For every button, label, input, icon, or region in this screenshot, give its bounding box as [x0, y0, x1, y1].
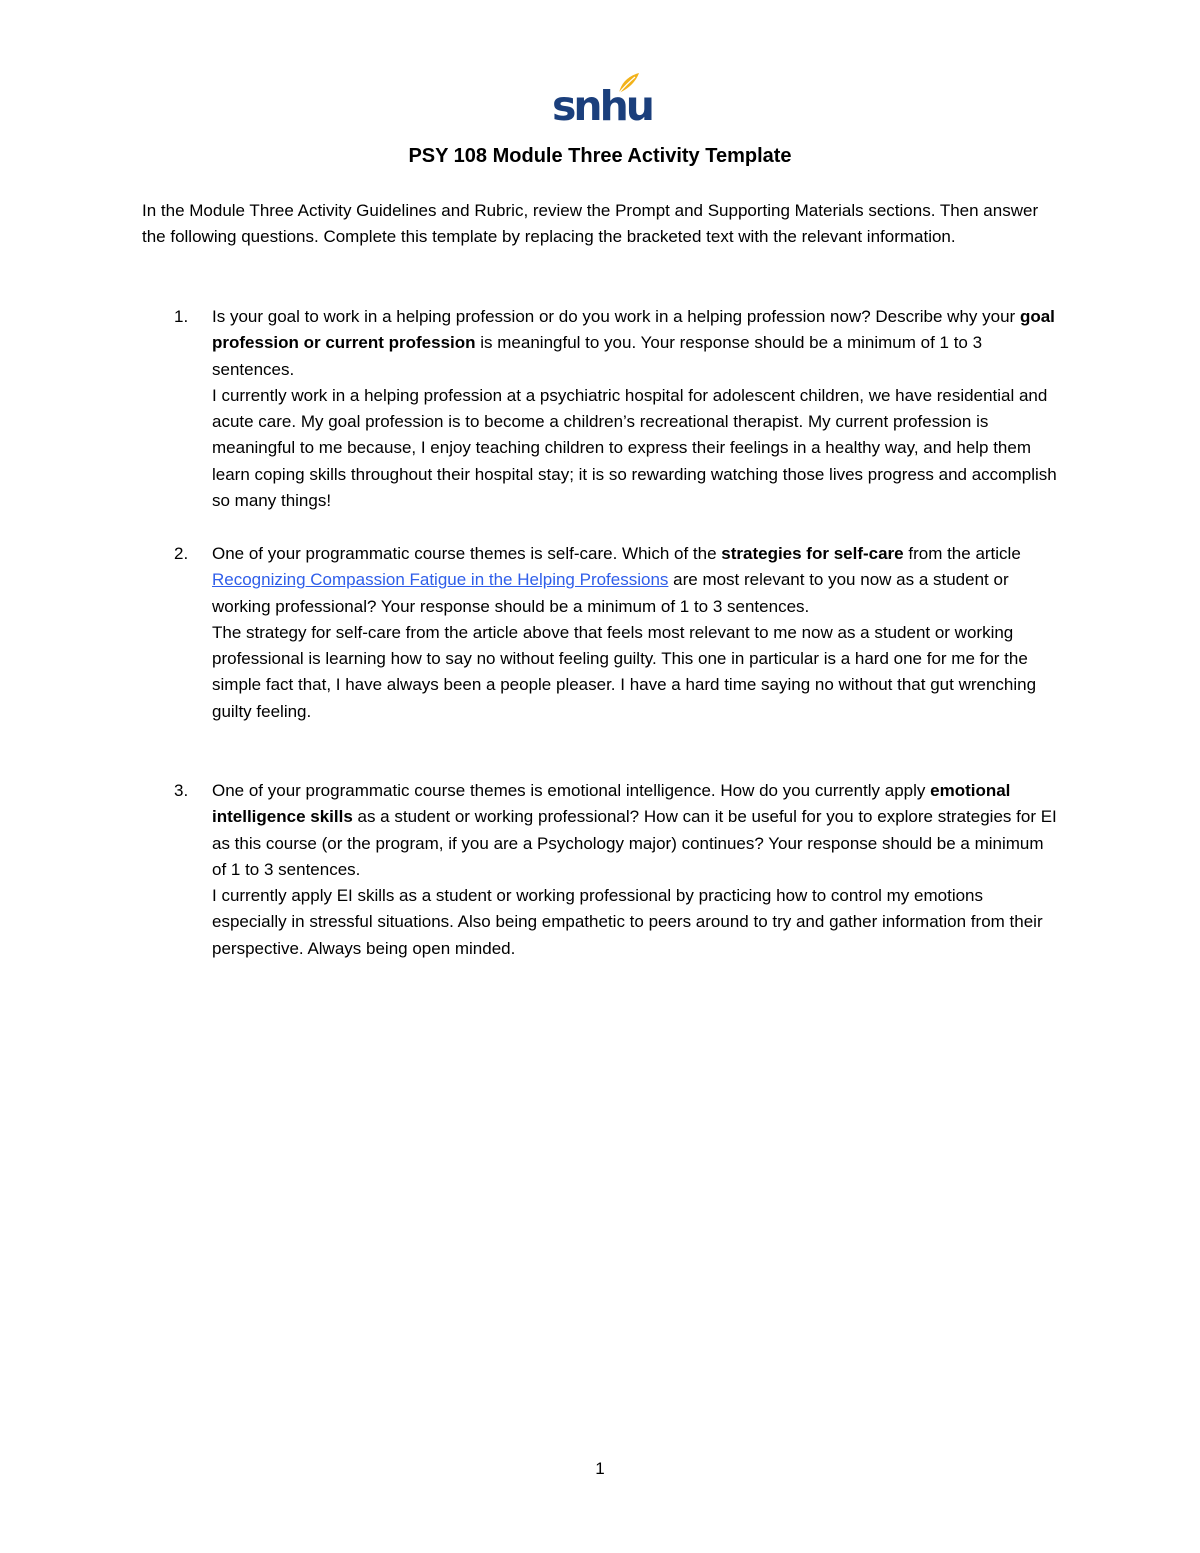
question-prompt: [212, 778, 1062, 883]
prompt-emphasis: emotional intelligence skills: [212, 781, 1011, 827]
prompt-text: from the article: [903, 544, 1021, 563]
question-list: [0, 304, 1200, 962]
page-number: 1: [595, 1459, 605, 1478]
question-item: [0, 778, 1062, 962]
question-number: 1.: [174, 307, 189, 326]
answer-text: The strategy for self-care from the article above that feels most relevant to me now as a student or working professional is learning how to say no without feeling guilty. This one in particular is a hard one for me for the simple fact that, I have always been a people pleaser. I have a hard time saying no without that gut wrenching guilty feeling.: [212, 622, 1037, 721]
prompt-emphasis: goal profession or current profession: [212, 307, 1055, 353]
question-number: 2.: [174, 544, 189, 563]
prompt-emphasis: strategies for self-care: [721, 544, 904, 563]
prompt-text: are most relevant to you now as a student or working professional? Your response should be a minimum of 1 to 3 sentences.: [212, 570, 1009, 616]
article-link[interactable]: Recognizing Compassion Fatigue in the Helping Professions: [212, 570, 669, 590]
prompt-text: One of your programmatic course themes is emotional intelligence. How do you currently apply: [212, 781, 931, 800]
question-item: [0, 304, 1062, 541]
snhu-logo: [552, 72, 652, 134]
intro-paragraph: In the Module Three Activity Guidelines and Rubric, review the Prompt and Supporting Materials sections. Then answer the following questions. Complete this template by replacing the bracketed text with the relevant information.: [142, 201, 1039, 247]
answer-text: I currently apply EI skills as a student or working professional by practicing how to control my emotions especially in stressful situations. Also being empathetic to peers around to try and gather information from their perspective. Always being open minded.: [212, 886, 1043, 958]
prompt-text: One of your programmatic course themes is self-care. Which of the: [212, 544, 722, 563]
question-number: 3.: [174, 781, 189, 800]
prompt-text: as a student or working professional? How can it be useful for you to explore strategies for EI as this course (or the program, if you are a Psychology major) continues? Your response should be a minimum of 1 to 3 sentences.: [212, 807, 1057, 879]
logo-text: snhu: [552, 82, 652, 130]
answer-text: I currently work in a helping profession at a psychiatric hospital for adolescent children, we have residential and acute care. My goal profession is to become a children’s recreational therapist. My current profession is meaningful to me because, I enjoy teaching children to express their feelings in a healthy way, and help them learn coping skills throughout their hospital stay; it is so rewarding watching those lives progress and accomplish so many things!: [212, 385, 1057, 511]
question-item: [0, 541, 1062, 778]
page-title: PSY 108 Module Three Activity Template: [408, 145, 792, 167]
question-prompt: [212, 541, 1062, 620]
prompt-text: is meaningful to you. Your response should be a minimum of 1 to 3 sentences.: [212, 333, 983, 379]
question-prompt: [212, 304, 1062, 383]
prompt-text: Is your goal to work in a helping profession or do you work in a helping profession now? Describe why your: [212, 307, 1020, 326]
